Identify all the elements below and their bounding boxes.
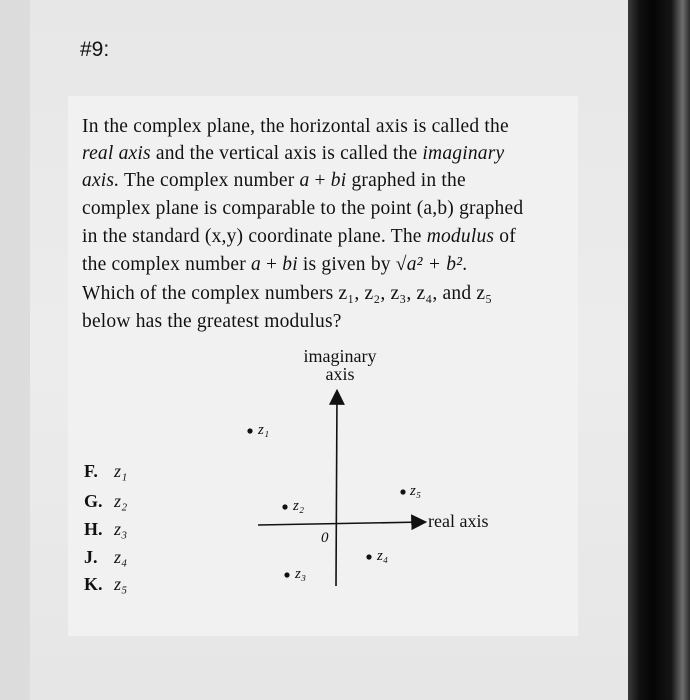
var-a: a xyxy=(299,170,310,191)
period: . xyxy=(462,254,468,275)
imaginary-axis-line xyxy=(336,392,337,586)
text-l3-a: The complex number xyxy=(119,170,300,191)
text-l6-b: is given by xyxy=(297,254,396,275)
point-z1 xyxy=(247,428,252,433)
choice-f[interactable] xyxy=(84,461,127,482)
choice-letter: F. xyxy=(84,461,98,481)
text-l5-b: of xyxy=(494,226,516,247)
plus-sign-2: + xyxy=(260,254,283,275)
modulus-formula: √a² + b² xyxy=(395,254,463,275)
choice-j[interactable] xyxy=(84,547,127,568)
point-z4 xyxy=(366,554,371,559)
point-z3 xyxy=(284,572,289,577)
text-l2-mid: and the vertical axis is called the xyxy=(150,143,423,164)
choice-letter: G. xyxy=(84,491,103,511)
choice-letter: K. xyxy=(84,574,103,594)
term-imaginary: imaginary xyxy=(422,143,505,164)
z1-label: z₁ xyxy=(258,422,270,438)
text-l3-b: graphed in the xyxy=(346,170,466,191)
problem-number: #9: xyxy=(80,38,110,61)
text-l4: complex plane is comparable to the point (a,b) graphed xyxy=(82,198,524,219)
text-l7: Which of the complex numbers z₁, z₂, z₃, z₄, and z₅ xyxy=(82,283,493,304)
z4-label: z₄ xyxy=(377,548,389,564)
imaginary-axis-label xyxy=(290,346,390,385)
term-axis: axis. xyxy=(82,170,120,191)
text-l8: below has the greatest modulus? xyxy=(82,311,342,332)
choice-letter: J. xyxy=(84,547,98,567)
text-l5-a: in the standard (x,y) coordinate plane. The xyxy=(82,226,427,247)
choice-letter: H. xyxy=(84,519,103,539)
z2-label: z₂ xyxy=(293,498,305,514)
point-z2 xyxy=(282,504,287,509)
real-axis-line xyxy=(258,522,424,525)
choice-value: z₄ xyxy=(114,547,128,567)
imaginary-label-line-2: axis xyxy=(325,364,355,384)
var-bi: bi xyxy=(330,170,347,191)
choice-g[interactable] xyxy=(84,491,127,512)
point-z5 xyxy=(400,489,405,494)
real-axis-label: real axis xyxy=(428,511,489,531)
choice-value: z₂ xyxy=(114,491,128,511)
term-real-axis: real axis xyxy=(82,143,151,164)
origin-label: 0 xyxy=(321,530,329,546)
text-l6-a: the complex number xyxy=(82,254,251,275)
choice-value: z₃ xyxy=(114,519,128,539)
z5-label: z₅ xyxy=(410,483,422,499)
text-l1: In the complex plane, the horizontal axis is called the xyxy=(82,116,509,137)
z3-label: z₃ xyxy=(295,566,307,582)
imaginary-label-line-1: imaginary xyxy=(303,346,377,366)
choice-value: z₅ xyxy=(114,574,128,594)
choice-k[interactable] xyxy=(84,574,127,595)
var-bi-2: bi xyxy=(282,254,298,275)
choice-value: z₁ xyxy=(114,461,128,481)
choice-h[interactable] xyxy=(84,519,127,540)
var-a-2: a xyxy=(250,254,261,275)
term-modulus: modulus xyxy=(426,226,495,247)
plus-sign: + xyxy=(309,170,331,191)
